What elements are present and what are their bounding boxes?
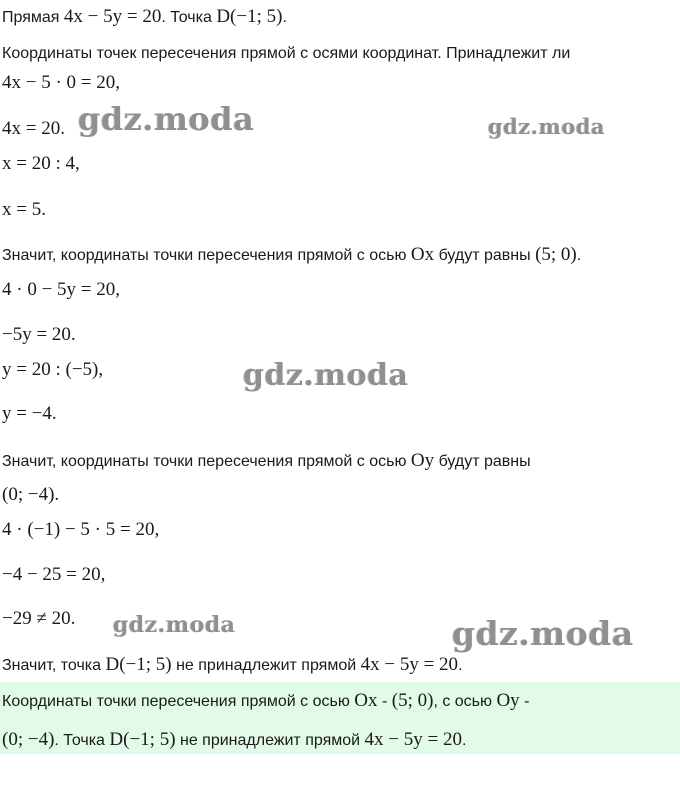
text-fragment: . Точка: [54, 732, 110, 749]
conclusion-oy: [2, 450, 531, 473]
answer-line: [2, 729, 466, 752]
text-fragment: -: [519, 693, 530, 710]
axis-label: Ox: [410, 244, 435, 265]
point-label: D(−1; 5): [216, 6, 283, 27]
watermark: gdz.moda: [488, 114, 606, 139]
axis-label: Oy: [496, 690, 520, 711]
watermark: gdz.moda: [452, 614, 634, 653]
problem-statement: [2, 6, 287, 29]
coordinates: (0; −4): [2, 729, 55, 750]
watermark: gdz.moda: [113, 612, 236, 638]
text-fragment: Координаты точки пересечения прямой с осью: [2, 693, 355, 710]
text-fragment: .: [576, 247, 582, 264]
equation: 4x − 5y = 20: [63, 6, 162, 27]
math-line: 4x = 20.: [2, 118, 65, 139]
text-fragment: не принадлежит прямой: [171, 657, 361, 674]
watermark: gdz.moda: [243, 358, 409, 393]
axis-label: Ox: [354, 690, 378, 711]
conclusion-ox: [2, 244, 581, 267]
text-fragment: , с осью: [433, 693, 497, 710]
point-label: D(−1; 5): [109, 729, 176, 750]
text-fragment: .: [282, 9, 287, 26]
watermark: gdz.moda: [78, 100, 255, 138]
point-label: D(−1; 5): [105, 654, 172, 675]
equation: 4x − 5y = 20: [364, 729, 462, 750]
text-fragment: Значит, координаты точки пересечения прямой с осью: [2, 453, 411, 470]
text-fragment: Значит, точка: [2, 657, 106, 674]
coordinates: (5; 0): [391, 690, 434, 711]
coordinates-line: (0; −4).: [2, 484, 60, 505]
math-line: y = 20 : (−5),: [2, 359, 104, 380]
equation: 4x − 5y = 20: [360, 654, 459, 675]
math-line: −4 − 25 = 20,: [2, 564, 106, 585]
answer-line: [2, 690, 529, 713]
math-line: 4 · (−1) − 5 · 5 = 20,: [2, 519, 160, 540]
math-line: y = −4.: [2, 403, 57, 424]
text-fragment: .: [458, 657, 463, 674]
text-fragment: .: [461, 732, 467, 749]
conclusion-point: [2, 654, 463, 677]
math-line: x = 5.: [2, 199, 46, 220]
text-fragment: Прямая: [2, 9, 64, 26]
math-line: x = 20 : 4,: [2, 153, 80, 174]
text-fragment: . Точка: [161, 9, 217, 26]
text-fragment: будут равны: [434, 247, 536, 264]
math-line: −29 ≠ 20.: [2, 608, 76, 629]
math-line: 4x − 5 · 0 = 20,: [2, 72, 121, 93]
answer-box: [0, 682, 680, 754]
coordinates: (5; 0): [535, 244, 577, 265]
text-fragment: Значит, координаты точки пересечения прямой с осью: [2, 247, 411, 264]
math-line: −5y = 20.: [2, 324, 76, 345]
text-fragment: не принадлежит прямой: [175, 732, 365, 749]
math-line: 4 · 0 − 5y = 20,: [2, 279, 121, 300]
text-fragment: -: [377, 693, 392, 710]
axis-label: Oy: [410, 450, 435, 471]
intro-text: Координаты точек пересечения прямой с осями координат. Принадлежит ли: [2, 45, 571, 62]
text-fragment: будут равны: [434, 453, 531, 470]
